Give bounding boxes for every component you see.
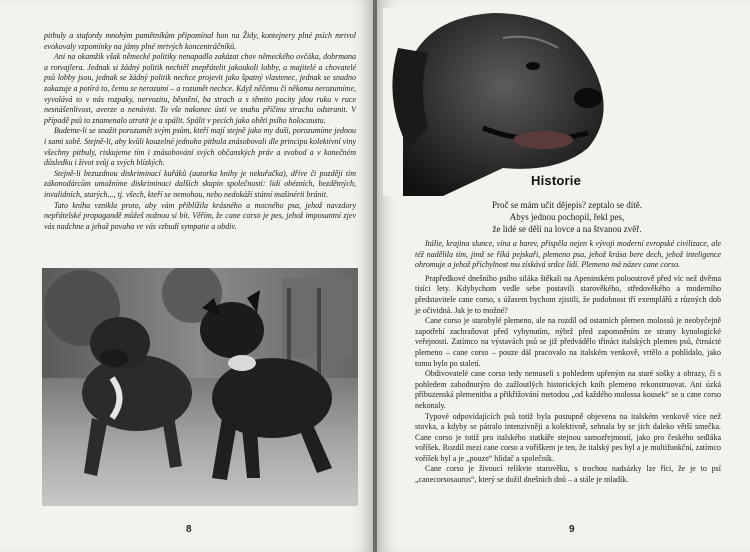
left-page (0, 0, 373, 552)
body-paragraph: Prapředkové dnešního psího siláka štěkali na Apeninském poloostrově před víc než dvěma tisíci lety. Kdybychom vedle sebe postavili starověkého, středověkého a moderního představitele cane corso, s úžasem bychom zjistili, že podobnost tří exemplářů z různých dob je očividná. Jak je to možné? (415, 273, 721, 315)
epigraph-quote (417, 199, 717, 235)
body-paragraph: Obdivovatelé cane corso tedy nemuseli s pohledem upřeným na staré sošky a obrazy, či s pohledem zabodnutým do zažloutlých historických knih plemeno rekonstruovat. Ani úzká příbuzenská plemenitba a přikřižování metodou „od každého molossa kousek“ se u cane corso nekonaly. (415, 369, 721, 410)
section-heading: Historie (531, 173, 582, 188)
left-page-text (44, 31, 356, 232)
body-paragraph: Typové odpovídajících psů totiž byla postupně objevena na italském venkově více než stovka, a kdyby se pátralo intenzivněji a kolektivně, sehnala by se jich daleko větší smečka. Cane corso je totiž pro italského statkáře stejnou samozřejmostí, jako pro českého sedláka voříšek. Rozdíl mezi cane corso a voříškem je ten, že italský pes byl a je multifunkční, zatímco voříšek byl a je „pouze“ hlídač a společník. (415, 411, 721, 463)
dog-head-illustration (383, 8, 613, 196)
left-paragraph: Stejně-li bezuzdnou diskriminací kuřáků (autorka knihy je nekuřačka), dříve či později tím zákonodárcům umožníme diskriminaci dalších skupin společnosti: lidí obézních, bezdětných, invalidních, starých..., tj. všech, kteří se nemohou, nebo nedokáží státní mašinérii bránit. (44, 168, 356, 199)
left-paragraph: Budeme-li se snažit porozumět svým psům, kteří mají stejně jako my duši, porozumíme jednou i sami sobě. Stejně-li, aby kvůli kouzelné jednoho pitbula znásobovali dle principu kolektivní viny všechny pitbuly, riskujeme tím i znásobování svých občanských práv a svobod a v konečném důsledku i život svůj a svých blízkých. (44, 126, 356, 168)
right-page (377, 0, 750, 552)
body-paragraph: Cane corso je starobylé plemeno, ale na rozdíl od ostatních plemen molossů je neobyčejně zapotřebí zachraňovat před vyhynutím, nýbrž před zapomněním ze strany kynologické veřejnosti. Zatímco na výstavách psů se již předvádělo třináct italských plemen psů, čtrnácté plemeno – cane corso – pouze dál pracovalo na italském venkově, vrtělo a pohlídalo, jako tomu bylo po staletí. (415, 316, 721, 368)
left-paragraph: pitbuly a stafordy mnohým pamětníkům připomínal hon na Židy, kontejnery plné psích mrtvol evokovaly vzpomínky na jámy plné mrtvých koncentráčníků. (44, 31, 356, 51)
intro-paragraph: Itálie, krajina slunce, vína a barev, přispěla nejen k vývoji moderní evropské civilizace, ale též nadělila tím, jimž se říká pejskaři, plemeno psa, jehož krása bere dech, jehož inteligence ohromuje a jehož příchylnost mu získává srdce lidí. Plemeno má název cane corso. (415, 239, 721, 270)
quote-line: že lidé se dělí na lovce a na štvanou zvěř. (492, 224, 642, 234)
right-page-text (415, 239, 721, 486)
left-paragraph: Ani na okamžik však německé politiky nenapadlo zakázat chov německého ovčáka, dobrmana a rotvajlera. Jednak si žádný politik nechtěl znepřátelit jakoukoli lobby, a majitelé a chovatelé psů lobby jsou, jednak se žádný politik nechce projevit jako špatný vlastenec, jednak se snadno zakazuje a potírá to, čemu se nerozumí – a rozumět nechce. Když něčemu či někomu nerozumíme, vyvolává to v nás rozpaky, nervozitu, běsnění, ba strach a s těmito pocity jdou ruku v ruce nesnášenlivost, averze a nenávist. To vše nakonec ústí ve snahu příčinu strachu odstranit. V případě psů to znamenalo utratit je a spálit. Spálit v pecích jako oběti psího holocaustu. (44, 52, 356, 125)
dogs-playing-photo (42, 268, 358, 506)
page-number: 8 (186, 524, 192, 535)
quote-line: Abys jednou pochopil, řekl pes, (509, 212, 625, 222)
dogs-playing-illustration (42, 268, 358, 506)
body-paragraph: Cane corso je živoucí relikvie starověku, s trochou nadsázky lze říci, že je to psí „canecorsosaurus“, který se dožil dnešních dnů – a stále je mladík. (415, 464, 721, 485)
page-number: 9 (569, 524, 575, 535)
quote-line: Proč se mám učit dějepis? zeptalo se dítě. (492, 200, 642, 210)
dog-head-photo (383, 8, 613, 196)
left-paragraph: Tato kniha vznikla proto, aby vám přiblížila krásného a mocného psa, jehož navzdory nepřátelské propagandě můžeš nožnou si bít. Věřím, že cane corso je pes, jehož imposantní zjev vás nadchne a jehož povaha ve vás vzbudí sympatie a obdiv. (44, 200, 356, 231)
